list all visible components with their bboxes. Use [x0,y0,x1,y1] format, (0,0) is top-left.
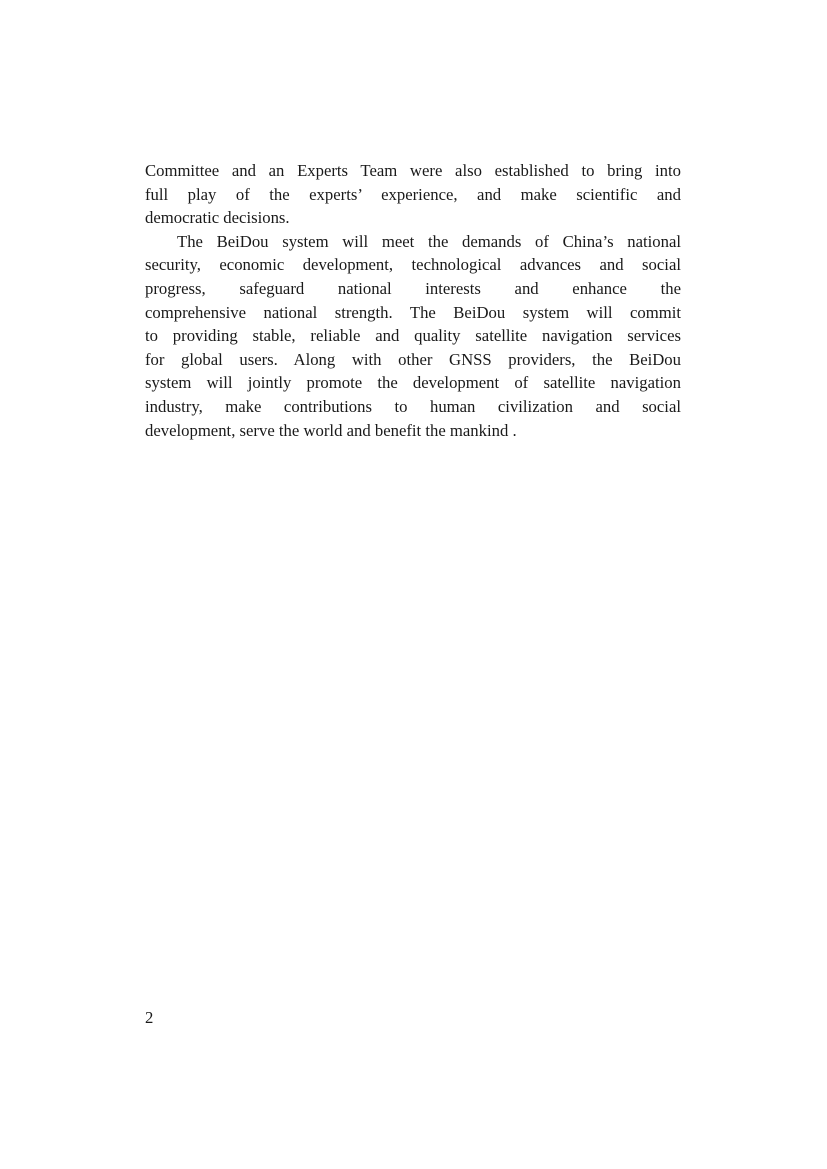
paragraph [145,159,681,230]
text-line: The BeiDou system will meet the demands of China’s national [177,231,681,251]
text-line: progress, safeguard national interests and enhance the [145,278,681,298]
paragraph [145,230,681,442]
text-block [145,159,681,442]
text-line: system will jointly promote the development of satellite navigation [145,373,681,393]
text-line: democratic decisions. [145,208,290,228]
text-line: industry, make contributions to human civilization and social [145,396,681,416]
page-number: 2 [145,1008,154,1027]
text-line: security, economic development, technological advances and social [145,255,681,275]
text-line: for global users. Along with other GNSS providers, the BeiDou [145,349,681,369]
text-line: comprehensive national strength. The BeiDou system will commit [145,302,681,322]
text-line: development, serve the world and benefit the mankind . [145,420,517,440]
text-line: Committee and an Experts Team were also established to bring into [145,161,681,180]
text-line: to providing stable, reliable and quality satellite navigation services [145,326,681,346]
text-line: full play of the experts’ experience, and make scientific and [145,184,681,204]
